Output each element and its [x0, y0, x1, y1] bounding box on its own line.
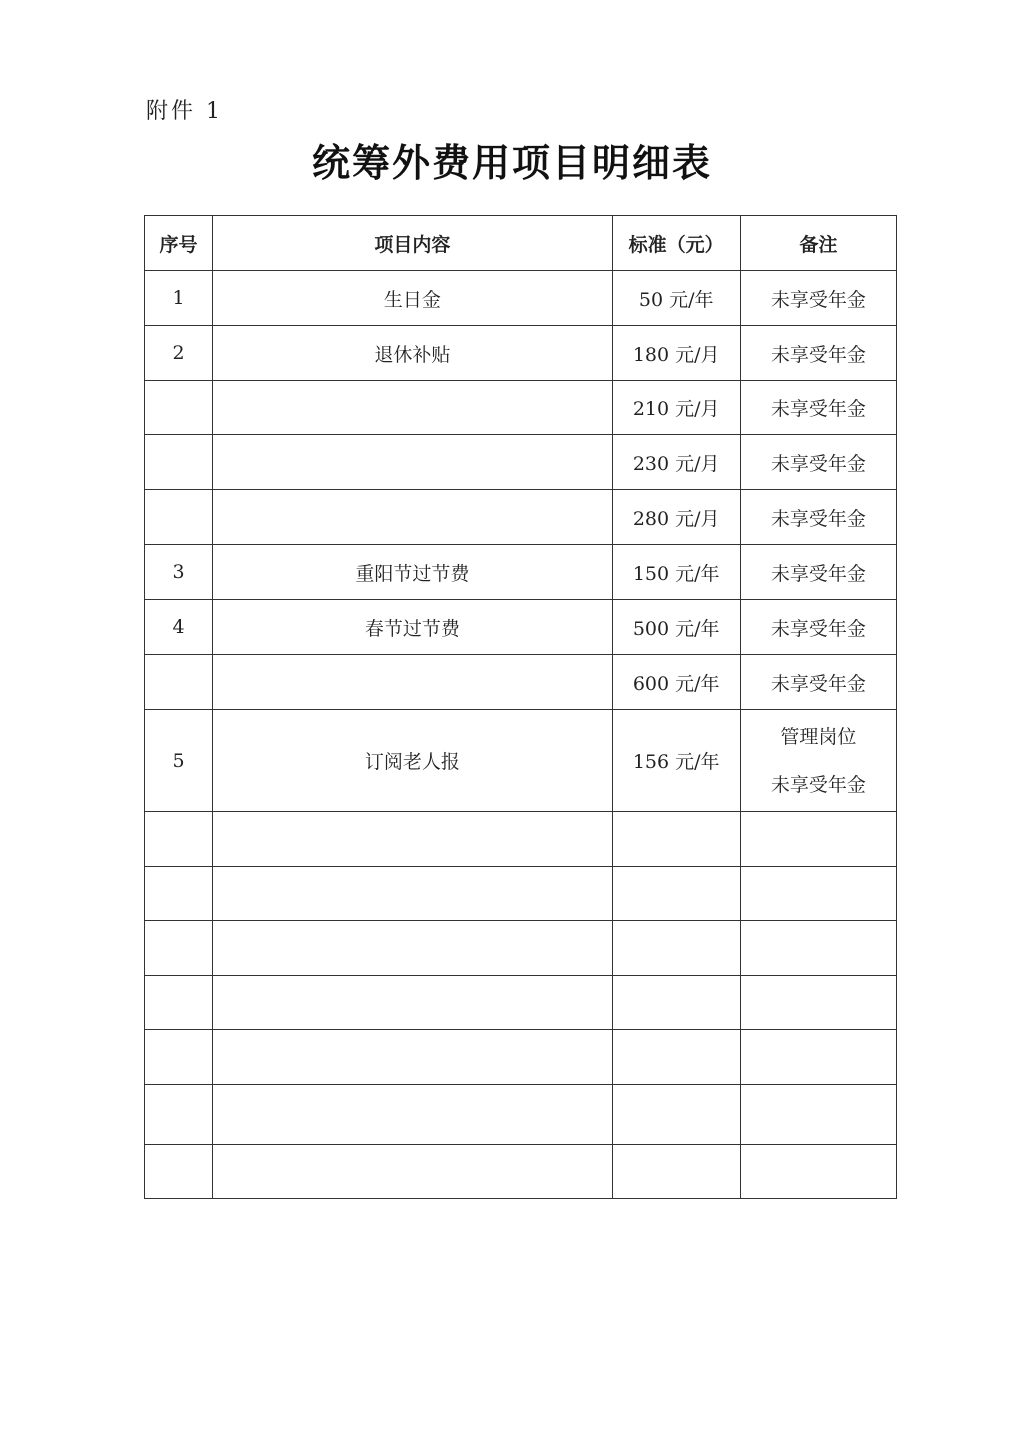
- row-item: [213, 921, 613, 976]
- row-standard: [612, 976, 740, 1030]
- row-item: 春节过节费: [213, 600, 613, 655]
- row-standard: 500 元/年: [612, 600, 740, 655]
- table-row: [145, 1030, 897, 1085]
- row-no: [145, 490, 213, 545]
- row-note: 未享受年金: [740, 490, 896, 545]
- row-standard: 150 元/年: [612, 545, 740, 600]
- row-note: 未享受年金: [740, 326, 896, 381]
- row-standard: [612, 1030, 740, 1085]
- note-line-2: 未享受年金: [770, 773, 866, 796]
- table-row: [145, 921, 897, 976]
- row-no: 3: [145, 545, 213, 600]
- row-note: 未享受年金: [740, 655, 896, 710]
- row-item: [213, 1030, 613, 1085]
- row-standard: 180 元/月: [612, 326, 740, 381]
- row-note: [740, 812, 896, 867]
- row-item: [213, 1145, 613, 1199]
- table-row: [145, 1145, 897, 1199]
- row-note: [740, 867, 896, 921]
- row-standard: 156 元/年: [612, 710, 740, 812]
- table-row: [145, 976, 897, 1030]
- row-no: 5: [145, 710, 213, 812]
- table-header-row: [145, 216, 897, 271]
- row-note: [740, 1145, 896, 1199]
- row-no: [145, 381, 213, 435]
- row-standard: 230 元/月: [612, 435, 740, 490]
- table-row: [145, 710, 897, 812]
- row-no: 2: [145, 326, 213, 381]
- table-row: [145, 545, 897, 600]
- row-no: [145, 1030, 213, 1085]
- row-standard: 50 元/年: [612, 271, 740, 326]
- row-standard: [612, 1145, 740, 1199]
- table-row: [145, 326, 897, 381]
- table-row: [145, 867, 897, 921]
- row-no: [145, 1145, 213, 1199]
- document-title: 统筹外费用项目明细表: [311, 140, 712, 185]
- attachment-label: 附件 1: [146, 99, 223, 124]
- row-no: [145, 655, 213, 710]
- row-no: [145, 812, 213, 867]
- row-item: 订阅老人报: [213, 710, 613, 812]
- row-standard: 280 元/月: [612, 490, 740, 545]
- row-note: [740, 1085, 896, 1145]
- row-standard: [612, 1085, 740, 1145]
- header-note: 备注: [740, 216, 896, 271]
- row-standard: 600 元/年: [612, 655, 740, 710]
- row-item: [213, 867, 613, 921]
- table-row: [145, 490, 897, 545]
- row-no: [145, 1085, 213, 1145]
- row-item: [213, 381, 613, 435]
- row-standard: 210 元/月: [612, 381, 740, 435]
- row-item: 生日金: [213, 271, 613, 326]
- row-note: 未享受年金: [740, 545, 896, 600]
- row-no: 4: [145, 600, 213, 655]
- row-item: 退休补贴: [213, 326, 613, 381]
- row-note: 未享受年金: [740, 435, 896, 490]
- expense-detail-table: [144, 215, 897, 1199]
- row-no: [145, 435, 213, 490]
- row-item: [213, 812, 613, 867]
- row-no: [145, 976, 213, 1030]
- row-item: [213, 976, 613, 1030]
- row-note: 未享受年金: [740, 271, 896, 326]
- header-item: 项目内容: [213, 216, 613, 271]
- row-item: [213, 655, 613, 710]
- row-standard: [612, 921, 740, 976]
- table-row: [145, 271, 897, 326]
- row-note: 未享受年金: [740, 600, 896, 655]
- header-no: 序号: [145, 216, 213, 271]
- row-item: [213, 490, 613, 545]
- row-item: [213, 435, 613, 490]
- table-row: [145, 1085, 897, 1145]
- row-no: 1: [145, 271, 213, 326]
- row-no: [145, 921, 213, 976]
- table-row: [145, 381, 897, 435]
- row-no: [145, 867, 213, 921]
- row-standard: [612, 867, 740, 921]
- row-standard: [612, 812, 740, 867]
- table-row: [145, 435, 897, 490]
- table-row: [145, 655, 897, 710]
- row-note: [740, 976, 896, 1030]
- row-note: 未享受年金: [740, 381, 896, 435]
- header-standard: 标准（元）: [612, 216, 740, 271]
- row-note: [740, 1030, 896, 1085]
- note-line-1: 管理岗位: [780, 725, 857, 748]
- table-row: [145, 812, 897, 867]
- row-item: [213, 1085, 613, 1145]
- row-note: [740, 921, 896, 976]
- table-row: [145, 600, 897, 655]
- row-note: [740, 710, 896, 812]
- row-item: 重阳节过节费: [213, 545, 613, 600]
